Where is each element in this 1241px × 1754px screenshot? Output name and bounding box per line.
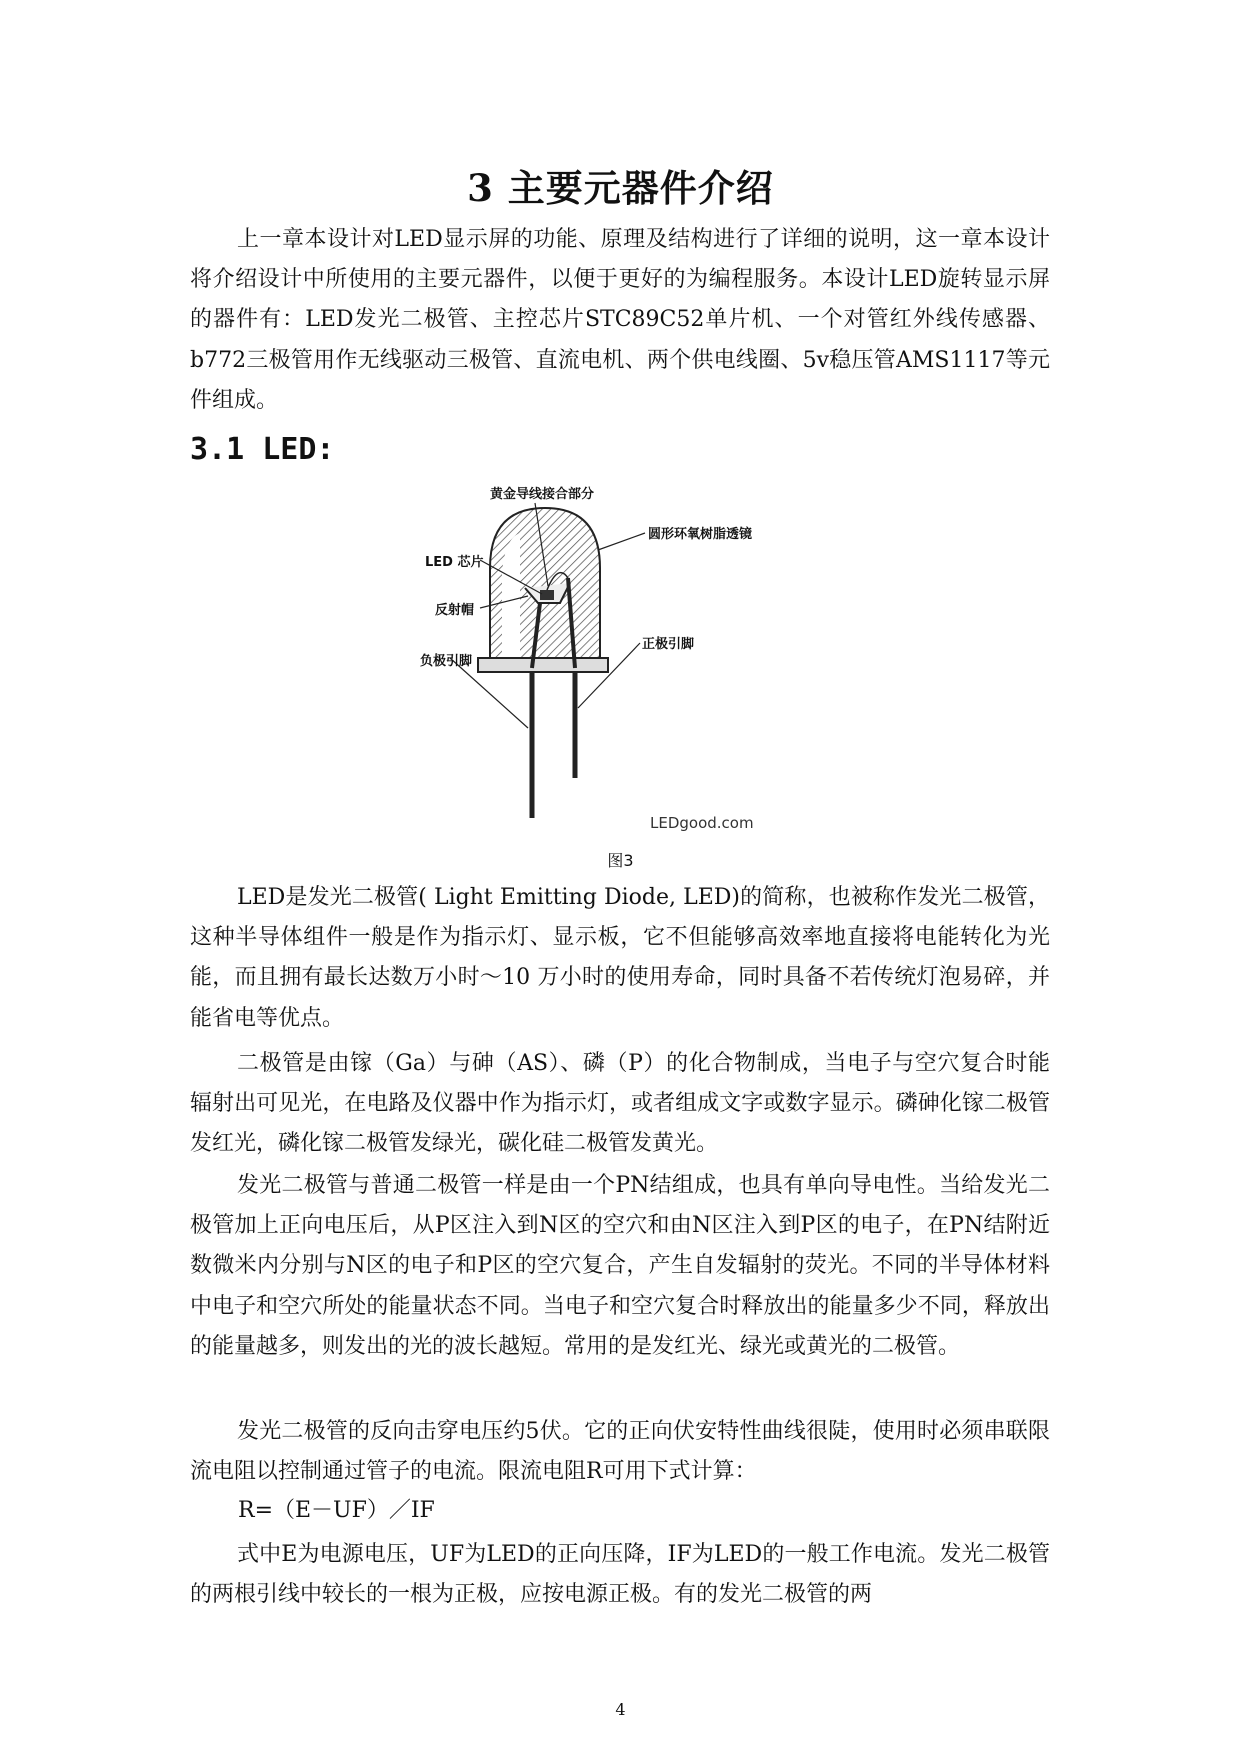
paragraph-breakdown: 发光二极管的反向击穿电压约5伏。它的正向伏安特性曲线很陡，使用时必须串联限流电阻以控制通过管子的电流。限流电阻R可用下式计算： (190, 1419, 1050, 1485)
led-flange (478, 658, 608, 672)
label-reflector: 反射帽 (435, 603, 475, 618)
label-anode: 正极引脚 (642, 637, 695, 652)
intro-paragraph: 上一章本设计对LED显示屏的功能、原理及结构进行了详细的说明，这一章本设计将介绍设计中所使用的主要元器件，以便于更好的为编程服务。本设计LED旋转显示屏的器件有：LED发光二极管、主控芯片STC89C52单片机、一个对管红外线传感器、b772三极管用作无线驱动三极管、直流电机、两个供电线圈、5v稳压管AMS1117等元件组成。 (190, 227, 1050, 413)
figure-caption: 图3 (607, 851, 634, 870)
led-chip-shape (540, 590, 554, 600)
led-structure-figure (420, 478, 830, 843)
label-led-chip: LED 芯片 (425, 555, 484, 570)
paragraph-pn-junction: 发光二极管与普通二极管一样是由一个PN结组成，也具有单向导电性。当给发光二极管加上正向电压后，从P区注入到N区的空穴和由N区注入到P区的电子，在PN结附近数微米内分别与N区的电子和P区的空穴复合，产生自发辐射的荧光。不同的半导体材料中电子和空穴所处的能量状态不同。当电子和空穴复合时释放出的能量多少不同，释放出的能量越多，则发出的光的波长越短。常用的是发红光、绿光或黄光的二极管。 (190, 1173, 1050, 1359)
label-epoxy-lens: 圆形环氧树脂透镜 (648, 527, 753, 542)
label-gold-wire: 黄金导线接合部分 (490, 487, 595, 502)
resistor-formula: R=（E－UF）／IF (238, 1498, 435, 1523)
chapter-heading: 3 主要元器件介绍 (467, 166, 774, 210)
led-diagram (420, 478, 830, 843)
paragraph-materials: 二极管是由镓（Ga）与砷（AS）、磷（P）的化合物制成，当电子与空穴复合时能辐射出可见光，在电路及仪器中作为指示灯，或者组成文字或数字显示。磷砷化镓二极管发红光，磷化镓二极管发绿光，碳化硅二极管发黄光。 (190, 1051, 1050, 1157)
label-cathode: 负极引脚 (420, 654, 473, 669)
paragraph-led-definition: LED是发光二极管( Light Emitting Diode, LED)的简称，也被称作发光二极管，这种半导体组件一般是作为指示灯、显示板，它不但能够高效率地直接将电能转化为光能，而且拥有最长达数万小时～10 万小时的使用寿命，同时具备不若传统灯泡易碎，并能省电等优点。 (190, 885, 1050, 1031)
page-number: 4 (615, 1700, 626, 1719)
watermark-text: LEDgood.com (650, 814, 754, 832)
section-title: 3.1 LED: (190, 432, 335, 467)
paragraph-formula-explanation: 式中E为电源电压，UF为LED的正向压降，IF为LED的一般工作电流。发光二极管的两根引线中较长的一根为正极，应按电源正极。有的发光二极管的两 (190, 1542, 1050, 1608)
